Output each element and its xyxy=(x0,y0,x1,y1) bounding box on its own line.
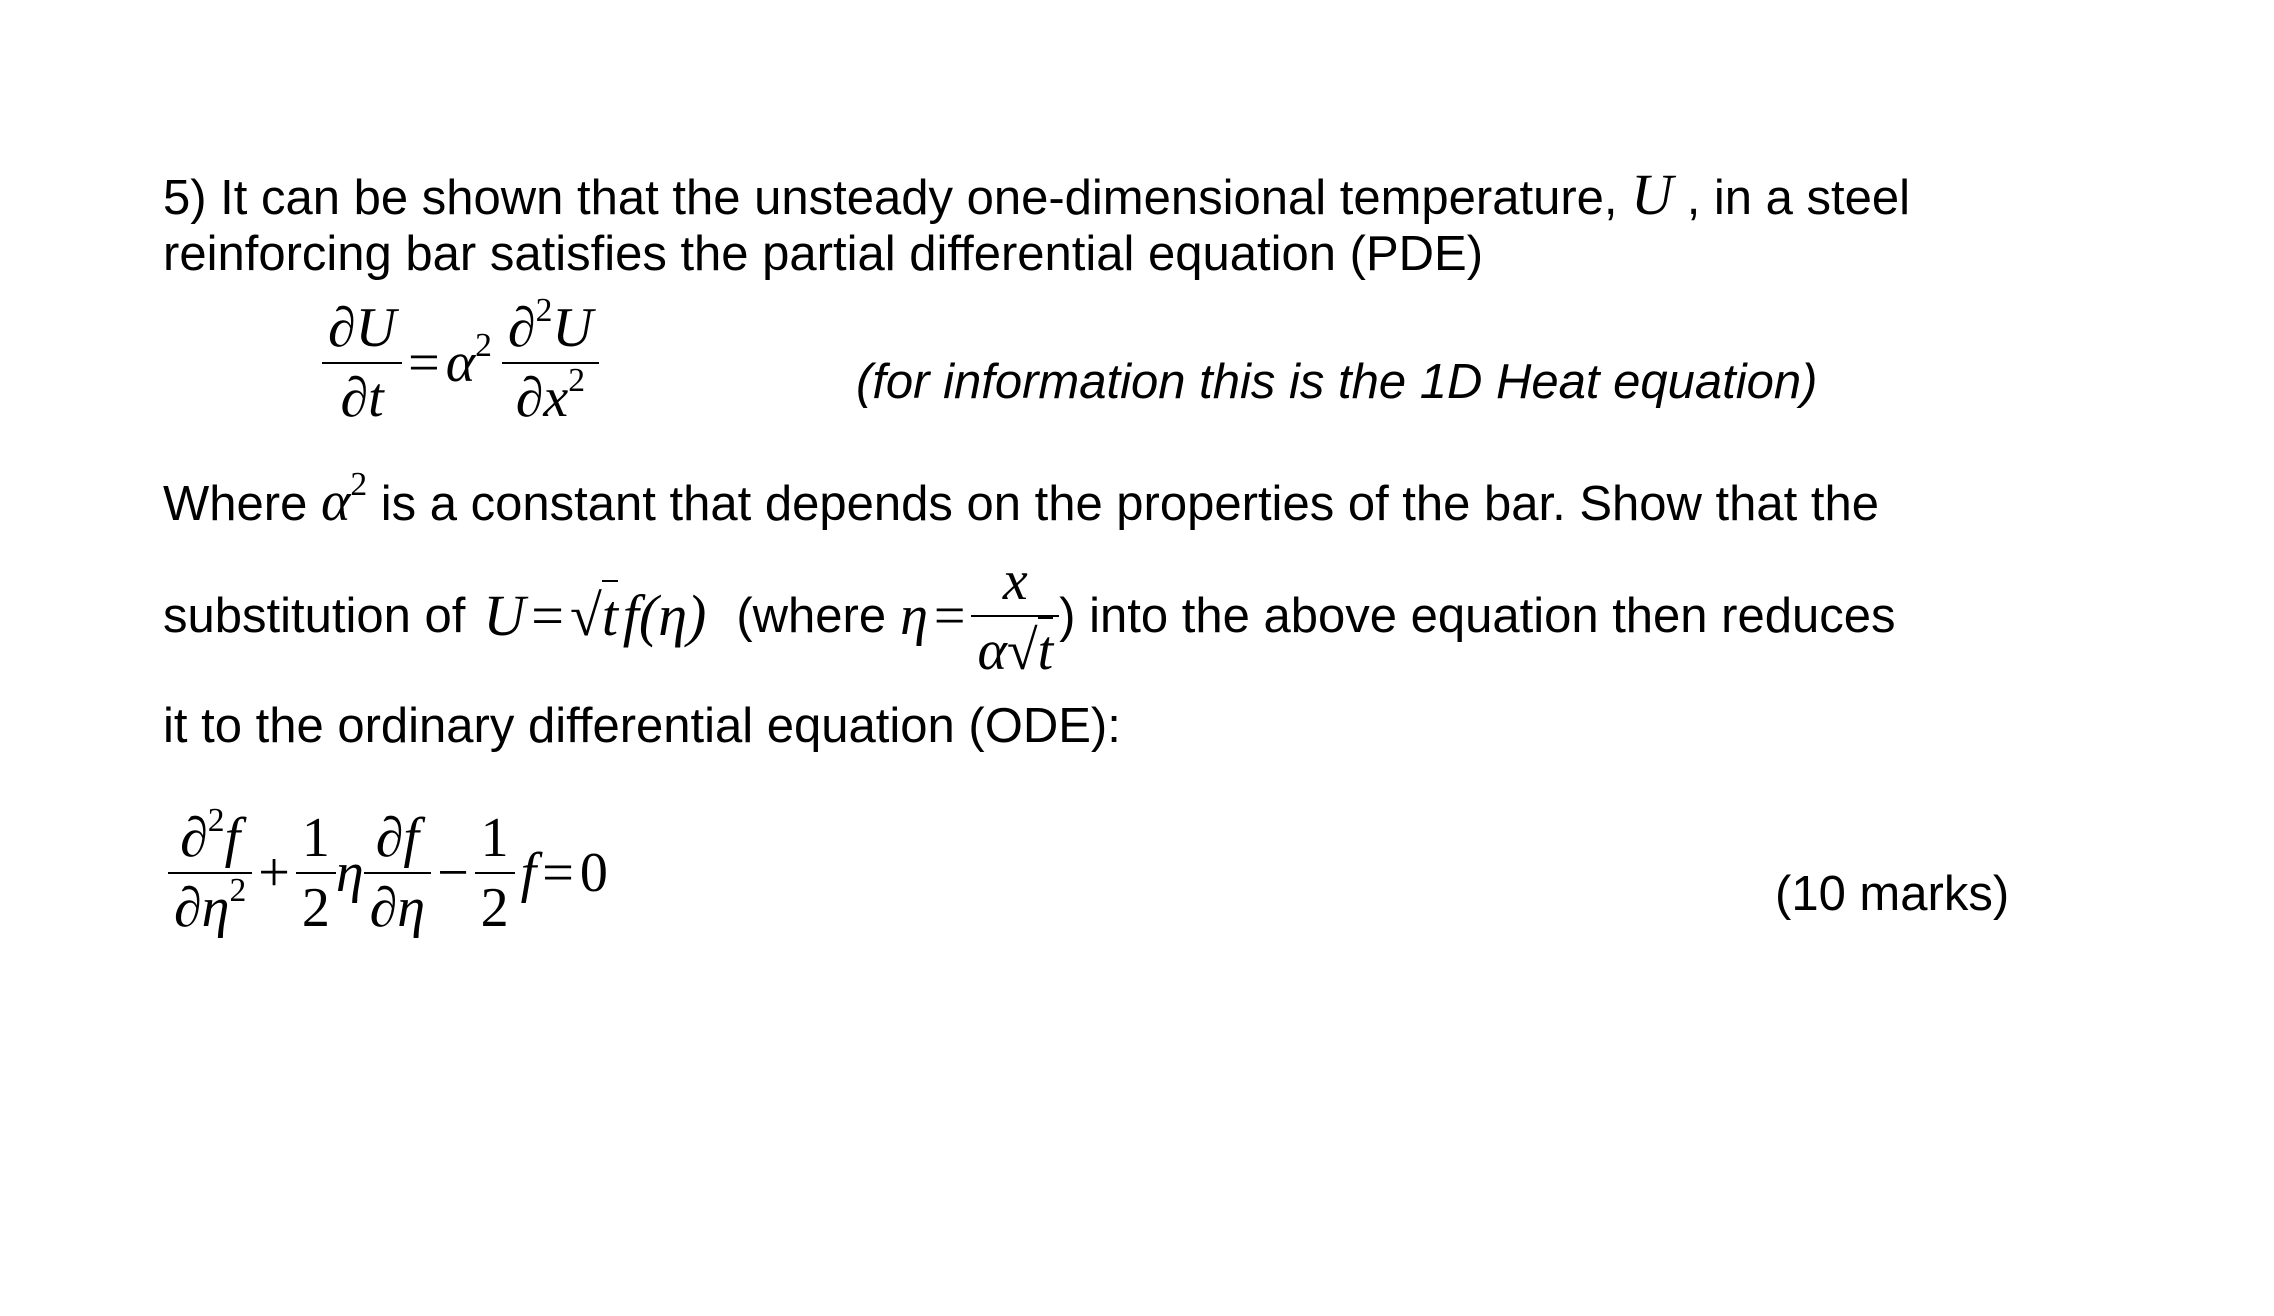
fraction-bar xyxy=(364,872,431,874)
intro-line-2: reinforcing bar satisfies the partial differential equation (PDE) xyxy=(163,227,1484,281)
pde-rhs-denominator: $\partial x^2$ xyxy=(515,361,586,429)
ode-minus: − xyxy=(437,842,469,904)
pde-coefficient: $\alpha^2$ xyxy=(445,326,492,394)
variable-U: U xyxy=(1631,162,1674,227)
eta-denominator: α√t xyxy=(971,623,1059,679)
marks-label: (10 marks) xyxy=(1775,867,2010,921)
fraction-bar xyxy=(296,872,336,874)
substitution-text-c: ) into the above equation then reduces xyxy=(1059,589,1896,643)
eta-fraction xyxy=(971,550,1059,682)
fraction-bar xyxy=(475,872,515,874)
ode-zero: 0 xyxy=(579,842,608,904)
pde-lhs-denominator: ∂t xyxy=(340,367,384,429)
ode-half-2: $\frac{1}{2}$ xyxy=(475,810,515,936)
ode-term1-fraction: $\frac{\partial^2f}{\partial\eta^2}$ xyxy=(168,810,252,936)
substitution-expression: U = √t f(η) xyxy=(483,587,706,645)
ode-f: f xyxy=(520,842,537,904)
substitution-line xyxy=(163,550,1896,682)
fraction-bar xyxy=(322,362,402,364)
pde-rhs-fraction xyxy=(502,291,599,429)
eta-numerator: x xyxy=(1002,550,1028,612)
substitution-text-a: substitution of xyxy=(163,589,466,643)
ode-equals: = xyxy=(542,842,574,904)
pde-rhs-numerator: ∂$^2$U xyxy=(507,291,593,359)
ode-half-1: $\frac{1}{2}$ xyxy=(296,810,336,936)
where-line xyxy=(163,465,1880,533)
pde-lhs-numerator: ∂U xyxy=(328,297,397,359)
pde-lhs-fraction xyxy=(322,297,402,429)
intro-line-1 xyxy=(163,162,1911,227)
ode-eta: η xyxy=(335,842,364,904)
ode-plus: + xyxy=(258,842,290,904)
ode-equation xyxy=(168,801,608,939)
substitution-text-b: (where xyxy=(736,589,887,643)
pde-equals: = xyxy=(408,332,440,394)
alpha-squared: $\alpha^2$ xyxy=(320,465,368,533)
ode-intro-line: it to the ordinary differential equation (ODE): xyxy=(163,699,1121,753)
where-text-a: Where xyxy=(163,477,308,531)
pde-note: (for information this is the 1D Heat equation) xyxy=(856,355,1818,409)
ode-term2-fraction: $\frac{\partial f}{\partial\eta}$ xyxy=(364,810,431,936)
eta-definition: η = $\frac{x}{\alpha√t}$ xyxy=(900,553,1059,679)
pde-equation xyxy=(322,291,599,429)
intro-text-b: , in a steel xyxy=(1686,171,1911,225)
where-text-b: is a constant that depends on the properties of the bar. Show that the xyxy=(380,477,1880,531)
intro-text-a: 5) It can be shown that the unsteady one-dimensional temperature, xyxy=(163,171,1618,225)
